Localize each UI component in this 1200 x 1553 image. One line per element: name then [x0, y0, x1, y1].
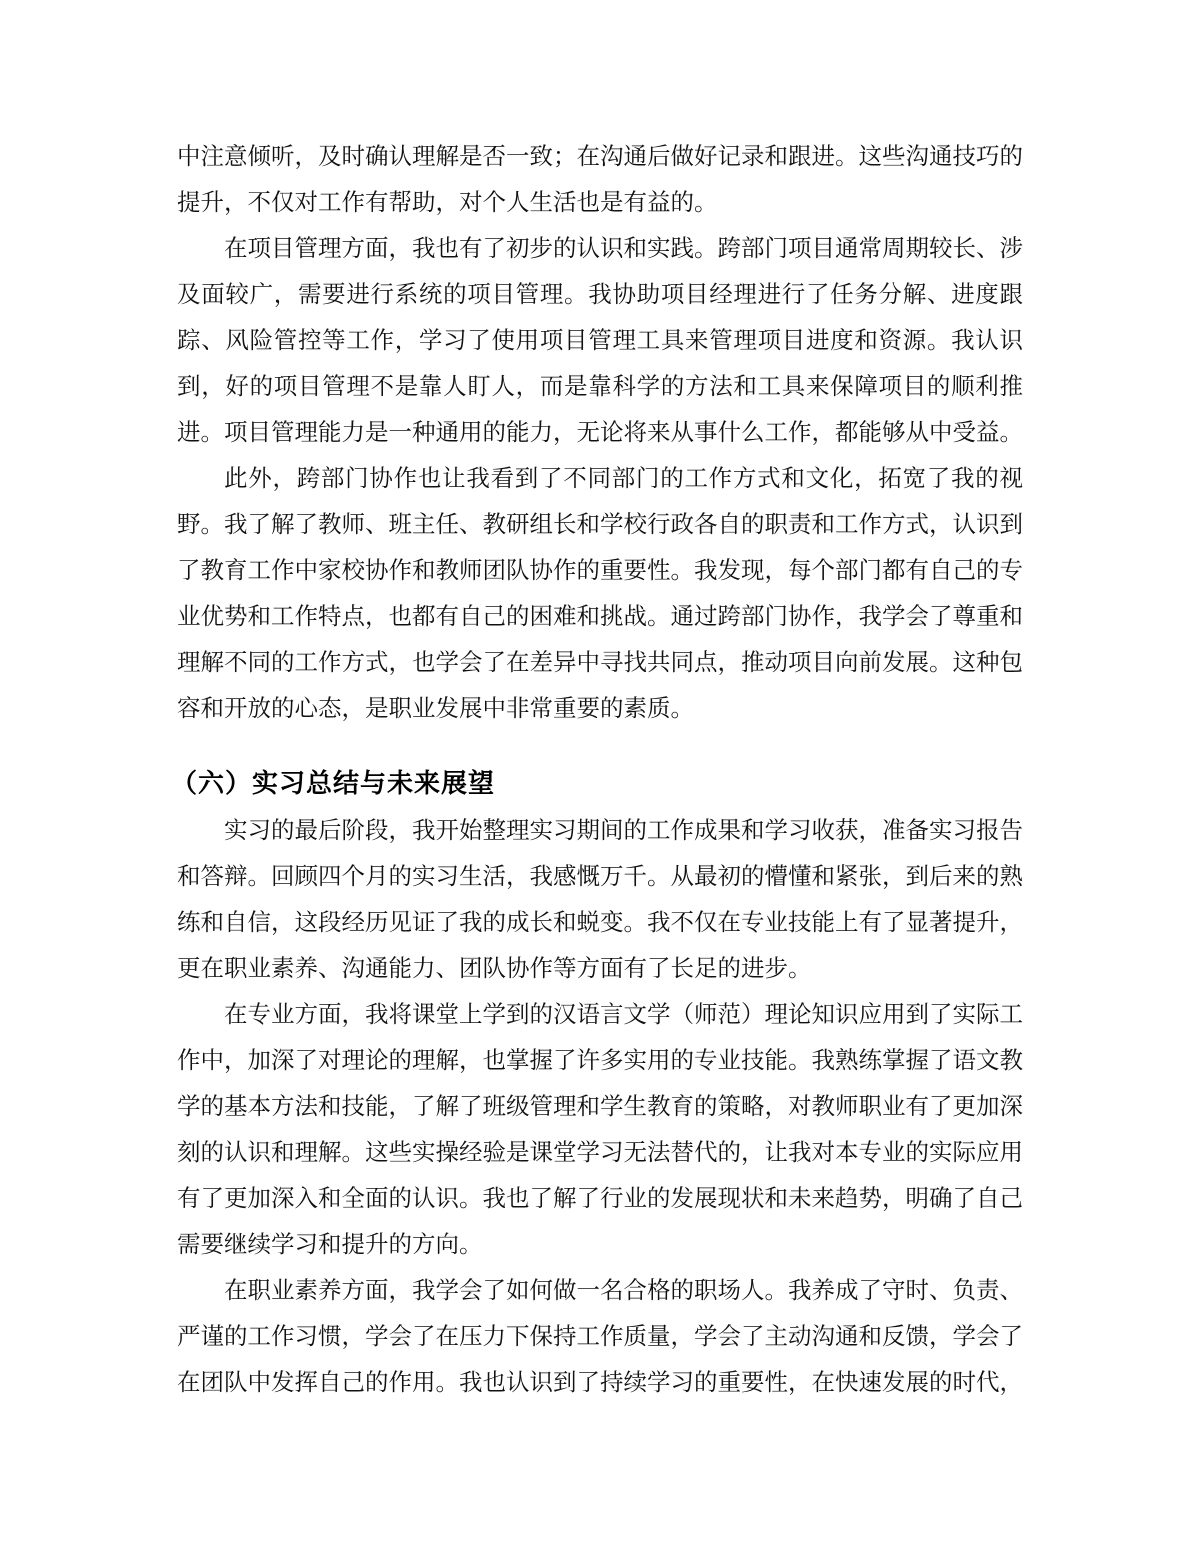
paragraph-project-management: 在项目管理方面，我也有了初步的认识和实践。跨部门项目通常周期较长、涉及面较广，需要进行系统的项目管理。我协助项目经理进行了任务分解、进度跟踪、风险管控等工作，学习了使用项目管理工具来管理项目进度和资源。我认识到，好的项目管理不是靠人盯人，而是靠科学的方法和工具来保障项目的顺利推进。项目管理能力是一种通用的能力，无论将来从事什么工作，都能够从中受益。	[177, 234, 1023, 446]
paragraph-cross-department: 此外，跨部门协作也让我看到了不同部门的工作方式和文化，拓宽了我的视野。我了解了教师、班主任、教研组长和学校行政各自的职责和工作方式，认识到了教育工作中家校协作和教师团队协作的重要性。我发现，每个部门都有自己的专业优势和工作特点，也都有自己的困难和挑战。通过跨部门协作，我学会了尊重和理解不同的工作方式，也学会了在差异中寻找共同点，推动项目向前发展。这种包容和开放的心态，是职业发展中非常重要的素质。	[177, 464, 1023, 722]
paragraph-communication-continued: 中注意倾听，及时确认理解是否一致；在沟通后做好记录和跟进。这些沟通技巧的提升，不仅对工作有帮助，对个人生活也是有益的。	[177, 142, 1023, 216]
section-heading: （六）实习总结与未来展望	[171, 769, 496, 799]
paragraph-career-quality: 在职业素养方面，我学会了如何做一名合格的职场人。我养成了守时、负责、严谨的工作习惯，学会了在压力下保持工作质量，学会了主动沟通和反馈，学会了在团队中发挥自己的作用。我也认识到了持续学习的重要性，在快速发展的时代，	[177, 1276, 1023, 1396]
document-body	[171, 133, 1023, 1405]
paragraph-final-stage: 实习的最后阶段，我开始整理实习期间的工作成果和学习收获，准备实习报告和答辩。回顾四个月的实习生活，我感慨万千。从最初的懵懂和紧张，到后来的熟练和自信，这段经历见证了我的成长和蜕变。我不仅在专业技能上有了显著提升，更在职业素养、沟通能力、团队协作等方面有了长足的进步。	[177, 816, 1023, 982]
paragraph-professional: 在专业方面，我将课堂上学到的汉语言文学（师范）理论知识应用到了实际工作中，加深了对理论的理解，也掌握了许多实用的专业技能。我熟练掌握了语文教学的基本方法和技能，了解了班级管理和学生教育的策略，对教师职业有了更加深刻的认识和理解。这些实操经验是课堂学习无法替代的，让我对本专业的实际应用有了更加深入和全面的认识。我也了解了行业的发展现状和未来趋势，明确了自己需要继续学习和提升的方向。	[177, 1000, 1023, 1258]
